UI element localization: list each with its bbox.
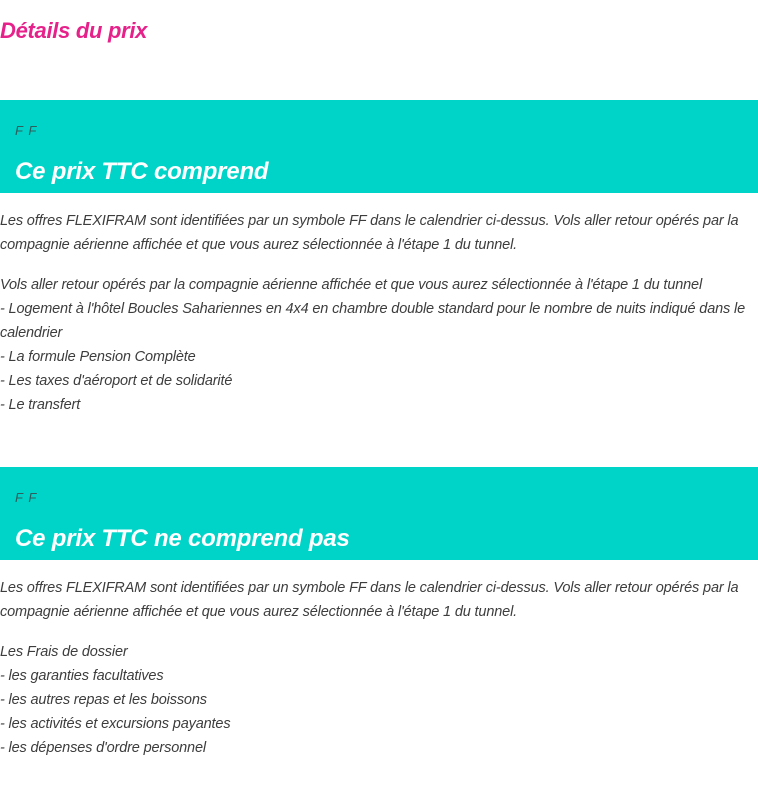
list-item: - les garanties facultatives bbox=[0, 668, 164, 684]
section-lead-text: Les offres FLEXIFRAM sont identifiées par un symbole FF dans le calendrier ci-dessus. Vols aller retour opérés par la compagnie aérienne affichée et que vous aurez sélectionnée à l'étape 1 du tunnel. bbox=[0, 213, 739, 253]
section-heading-included: Ce prix TTC comprend bbox=[15, 158, 269, 185]
flexifram-badge: F F bbox=[15, 123, 38, 138]
page-title: Détails du prix bbox=[0, 18, 148, 43]
section-body-not-included bbox=[0, 576, 752, 760]
section-header-not-included bbox=[0, 467, 758, 560]
list-item: - les autres repas et les boissons bbox=[0, 692, 207, 708]
list-item: - Les taxes d'aéroport et de solidarité bbox=[0, 373, 233, 389]
section-header-included bbox=[0, 100, 758, 193]
not-included-list bbox=[0, 640, 752, 760]
flexifram-badge: F F bbox=[15, 490, 38, 505]
list-item: - Logement à l'hôtel Boucles Sahariennes en 4x4 en chambre double standard pour le nombre de nuits indiqué dans le calendrier bbox=[0, 301, 746, 341]
list-item: - les activités et excursions payantes bbox=[0, 716, 231, 732]
list-item: Les Frais de dossier bbox=[0, 644, 128, 660]
included-list bbox=[0, 273, 752, 417]
section-heading-not-included: Ce prix TTC ne comprend pas bbox=[15, 525, 350, 552]
list-item: - les dépenses d'ordre personnel bbox=[0, 740, 206, 756]
list-item: - Le transfert bbox=[0, 397, 81, 413]
section-lead-text: Les offres FLEXIFRAM sont identifiées par un symbole FF dans le calendrier ci-dessus. Vols aller retour opérés par la compagnie aérienne affichée et que vous aurez sélectionnée à l'étape 1 du tunnel. bbox=[0, 580, 739, 620]
list-item: Vols aller retour opérés par la compagnie aérienne affichée et que vous aurez sélectionnée à l'étape 1 du tunnel bbox=[0, 277, 703, 293]
list-item: - La formule Pension Complète bbox=[0, 349, 196, 365]
section-body-included bbox=[0, 209, 752, 417]
